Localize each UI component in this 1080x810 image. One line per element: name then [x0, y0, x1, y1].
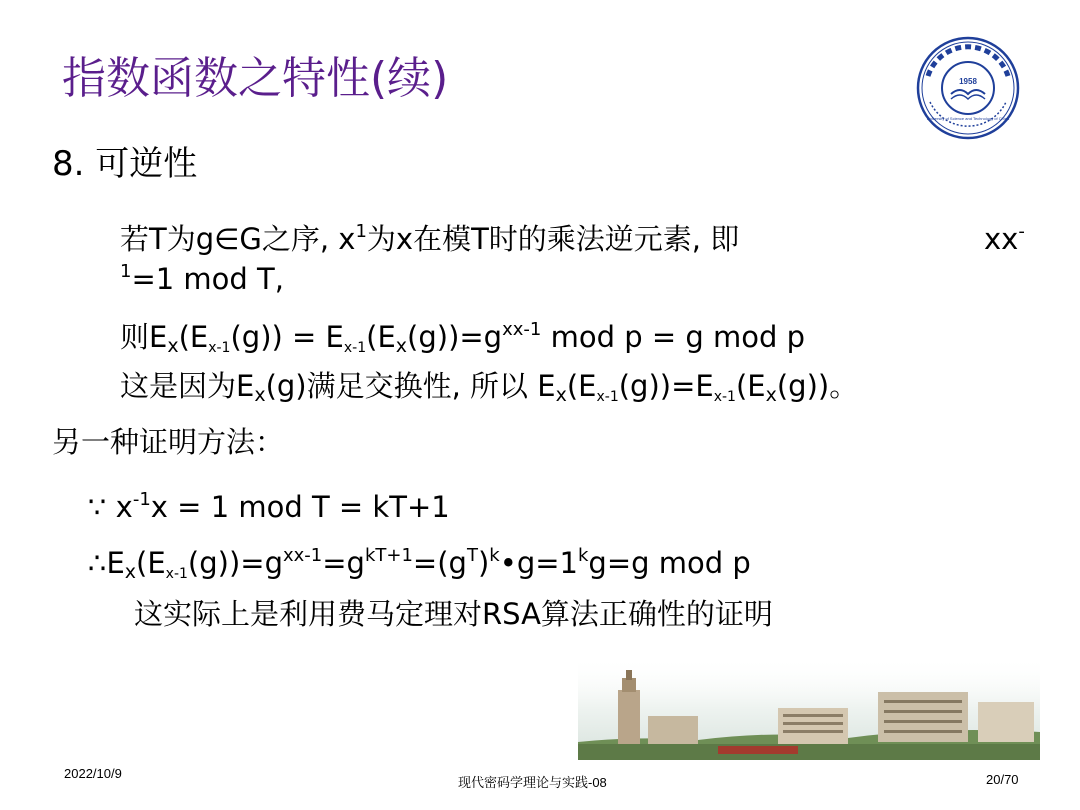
slide-title: 指数函数之特性(续) — [62, 53, 449, 104]
paragraph-line-2 — [120, 254, 284, 297]
subscript: x — [124, 561, 137, 583]
subscript: x — [254, 384, 266, 406]
subscript: x-1 — [596, 389, 619, 405]
text: xx — [984, 222, 1019, 256]
text: (E — [178, 320, 209, 354]
subscript: x-1 — [165, 566, 188, 582]
text: (g))=E — [618, 369, 714, 403]
superscript: xx-1 — [282, 545, 323, 566]
text: (E — [735, 369, 766, 403]
text: x = 1 mod T = kT+1 — [150, 490, 450, 524]
text: 为x在模T时的乘法逆元素, 即 — [366, 222, 740, 256]
subscript: x — [555, 384, 567, 406]
conclusion-line: 这实际上是利用费马定理对RSA算法正确性的证明 — [134, 597, 773, 631]
text: g=g mod p — [588, 546, 751, 580]
text: 这是因为E — [120, 369, 255, 403]
text: mod p = g mod p — [541, 320, 805, 354]
superscript: 1 — [355, 221, 367, 242]
superscript: 1 — [120, 261, 132, 282]
formula-line-6 — [88, 482, 450, 525]
subscript: x-1 — [713, 389, 736, 405]
formula-line-7 — [88, 538, 751, 592]
logo-text: University of Science and Technology of China — [926, 116, 1010, 121]
footer-page-number: 20/70 — [986, 772, 1019, 787]
subscript: x-1 — [343, 340, 367, 356]
superscript: xx-1 — [502, 319, 542, 340]
superscript: kT+1 — [364, 545, 413, 566]
superscript: T — [466, 545, 478, 566]
subscript: x — [167, 335, 179, 357]
superscript: k — [577, 545, 589, 566]
text: =1 mod T, — [131, 262, 284, 296]
text: (g)满足交换性, 所以 E — [265, 369, 556, 403]
superscript: k — [489, 545, 500, 566]
text: 则E — [120, 320, 168, 354]
paragraph-line-1-end — [984, 214, 1025, 257]
heading-reversibility: 8. 可逆性 — [52, 144, 198, 184]
subheading-alt-proof: 另一种证明方法： — [52, 425, 285, 459]
paragraph-line-1 — [120, 214, 739, 257]
text: ∴E — [88, 546, 125, 580]
text: (E — [566, 369, 597, 403]
footer-course: 现代密码学理论与实践-08 — [458, 775, 607, 790]
text: ∵ x — [88, 490, 133, 524]
superscript: -1 — [132, 489, 151, 510]
superscript: - — [1018, 221, 1025, 242]
text: =(g — [412, 546, 467, 580]
footer-date: 2022/10/9 — [64, 766, 122, 781]
subscript: x-1 — [208, 340, 231, 356]
text: (g)) = E — [230, 320, 344, 354]
text: =g — [322, 546, 365, 580]
subscript: x — [765, 384, 777, 406]
text: (E — [366, 320, 396, 354]
text: 若T为g∈G之序, x — [120, 222, 356, 256]
text: (g))。 — [776, 369, 859, 403]
logo-year: 1958 — [959, 77, 977, 86]
text: (E — [136, 546, 166, 580]
university-logo — [916, 36, 1020, 140]
subscript: x — [395, 335, 408, 357]
formula-line-4 — [120, 368, 858, 415]
text: (g))=g — [407, 320, 503, 354]
campus-photo — [578, 656, 1040, 760]
text: (g))=g — [187, 546, 283, 580]
text: ) — [477, 546, 490, 580]
text: •g=1 — [499, 546, 578, 580]
formula-line-3 — [120, 312, 805, 366]
